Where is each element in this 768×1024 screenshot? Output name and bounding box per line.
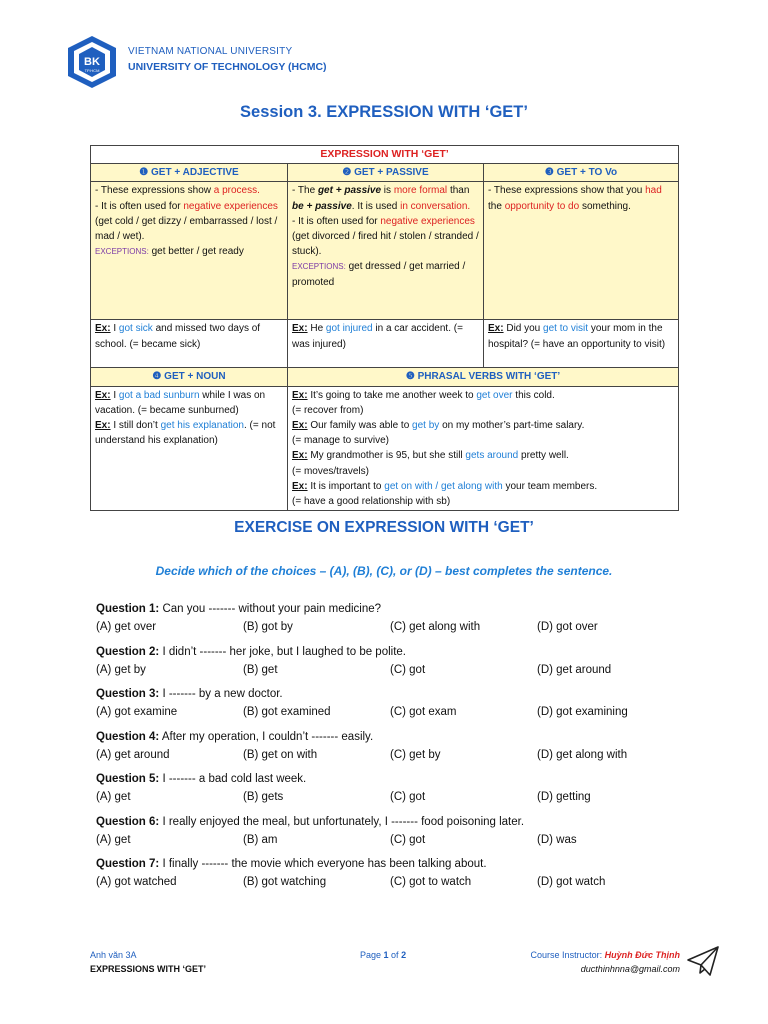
example-get-adjective: Ex: I got sick and missed two days of school. (= became sick) <box>91 320 288 368</box>
grammar-table <box>90 145 679 511</box>
option-b[interactable]: (B) am <box>243 833 278 846</box>
header-phrasal-verbs: ❺ PHRASAL VERBS WITH ‘GET’ <box>288 368 679 386</box>
option-d[interactable]: (D) was <box>537 833 577 846</box>
option-c[interactable]: (C) get along with <box>390 621 481 633</box>
option-d[interactable]: (D) got examining <box>537 706 628 718</box>
option-d[interactable]: (D) got over <box>537 621 598 633</box>
option-c[interactable]: (C) got <box>390 833 426 846</box>
header-get-passive: ❷ GET + PASSIVE <box>288 164 484 182</box>
option-b[interactable]: (B) gets <box>243 791 284 803</box>
question-2: Question 2: I didn’t ------- her joke, but I laughed to be polite. (A) get by (B) get (C) got (D) get around <box>96 643 696 686</box>
svg-text:TP.HCM: TP.HCM <box>84 68 100 73</box>
cell-get-adjective: - These expressions show a process. - It is often used for negative experiences (get cold / get dizzy / embarrassed / lost / mad / wet). EXCEPTIONS: get better / get ready <box>91 182 288 320</box>
option-a[interactable]: (A) get over <box>96 621 157 633</box>
footer-course: Anh văn 3A EXPRESSIONS WITH ‘GET’ <box>90 950 207 974</box>
svg-text:BK: BK <box>84 56 100 68</box>
option-b[interactable]: (B) got watching <box>243 876 327 888</box>
exercise-title: EXERCISE ON EXPRESSION WITH ‘GET’ <box>234 519 534 536</box>
header-get-adjective: ❶ GET + ADJECTIVE <box>91 164 288 182</box>
option-a[interactable]: (A) get by <box>96 663 146 676</box>
question-3: Question 3: I ------- by a new doctor. (A) got examine (B) got examined (C) got exam (D) got examining <box>96 685 696 728</box>
cell-get-noun: Ex: I got a bad sunburn while I was on vacation. (= became sunburned) Ex: I still don’t get his explanation. (= not understand his explanation) <box>91 386 288 511</box>
question-list <box>96 600 696 898</box>
cell-phrasal-verbs: Ex: It’s going to take me another week to get over this cold. (= recover from) Ex: Our family was able to get by on my mother’s part-time salary. (= manage to survive) Ex: My grandmother is 95, but she still gets around pretty well. (= moves/travels) Ex: It is important to get on with / get along with your team members. (= have a good relationship with sb) <box>288 386 679 511</box>
option-a[interactable]: (A) got watched <box>96 876 177 888</box>
option-d[interactable]: (D) get along with <box>537 748 628 761</box>
option-d[interactable]: (D) get around <box>537 663 612 676</box>
example-get-to-vo: Ex: Did you get to visit your mom in the hospital? (= have an opportunity to visit) <box>484 320 679 368</box>
university-name: VIETNAM NATIONAL UNIVERSITY <box>128 46 293 57</box>
option-a[interactable]: (A) get <box>96 833 131 846</box>
option-b[interactable]: (B) got by <box>243 621 293 633</box>
option-d[interactable]: (D) got watch <box>537 876 606 888</box>
question-5: Question 5: I ------- a bad cold last week. (A) get (B) gets (C) got (D) getting <box>96 770 696 813</box>
question-4: Question 4: After my operation, I couldn’t ------- easily. (A) get around (B) get on with (C) get by (D) get along with <box>96 728 696 771</box>
option-b[interactable]: (B) got examined <box>243 706 331 718</box>
page-header <box>64 30 664 100</box>
option-a[interactable]: (A) get <box>96 791 131 803</box>
question-7: Question 7: I finally ------- the movie which everyone has been talking about. (A) got watched (B) got watching (C) got to watch (D) got watch <box>96 855 696 898</box>
cell-get-to-vo: - These expressions show that you had the opportunity to do something. <box>484 182 679 320</box>
option-a[interactable]: (A) get around <box>96 748 170 761</box>
question-6: Question 6: I really enjoyed the meal, but unfortunately, I ------- food poisoning later. (A) get (B) am (C) got (D) was <box>96 813 696 856</box>
option-a[interactable]: (A) got examine <box>96 706 178 718</box>
instructor-email: ducthinhnna@gmail.com <box>580 964 680 974</box>
header-get-to-vo: ❸ GET + TO Vo <box>484 164 679 182</box>
school-name: UNIVERSITY OF TECHNOLOGY (HCMC) <box>128 61 327 73</box>
example-get-passive: Ex: He got injured in a car accident. (= was injured) <box>288 320 484 368</box>
university-logo <box>64 34 120 90</box>
question-1: Question 1: Can you ------- without your pain medicine? (A) get over (B) got by (C) get along with (D) got over <box>96 600 696 643</box>
table-caption: EXPRESSION WITH ‘GET’ <box>91 146 679 164</box>
option-c[interactable]: (C) got <box>390 663 426 676</box>
option-c[interactable]: (C) get by <box>390 748 441 761</box>
option-d[interactable]: (D) getting <box>537 791 591 803</box>
header-get-noun: ❹ GET + NOUN <box>91 368 288 386</box>
cell-get-passive: - The get + passive is more formal than be + passive. It is used in conversation. - It is often used for negative experiences (get divorced / fired hit / stolen / stranded / stuck). EXCEPTIONS: get dressed / get married / promoted <box>288 182 484 320</box>
option-c[interactable]: (C) got <box>390 791 426 803</box>
exercise-instruction: Decide which of the choices – (A), (B), (C), or (D) – best completes the sentence. <box>155 564 613 578</box>
option-c[interactable]: (C) got exam <box>390 706 457 718</box>
option-b[interactable]: (B) get <box>243 663 278 676</box>
page-number: Page 1 of 2 <box>360 950 407 960</box>
option-b[interactable]: (B) get on with <box>243 748 318 761</box>
option-c[interactable]: (C) got to watch <box>390 876 472 888</box>
paper-plane-icon <box>686 944 720 978</box>
footer-instructor: Course Instructor: Huỳnh Đức Thịnh ducthinhnna@gmail.com <box>460 950 680 974</box>
page-title: Session 3. EXPRESSION WITH ‘GET’ <box>240 103 528 121</box>
